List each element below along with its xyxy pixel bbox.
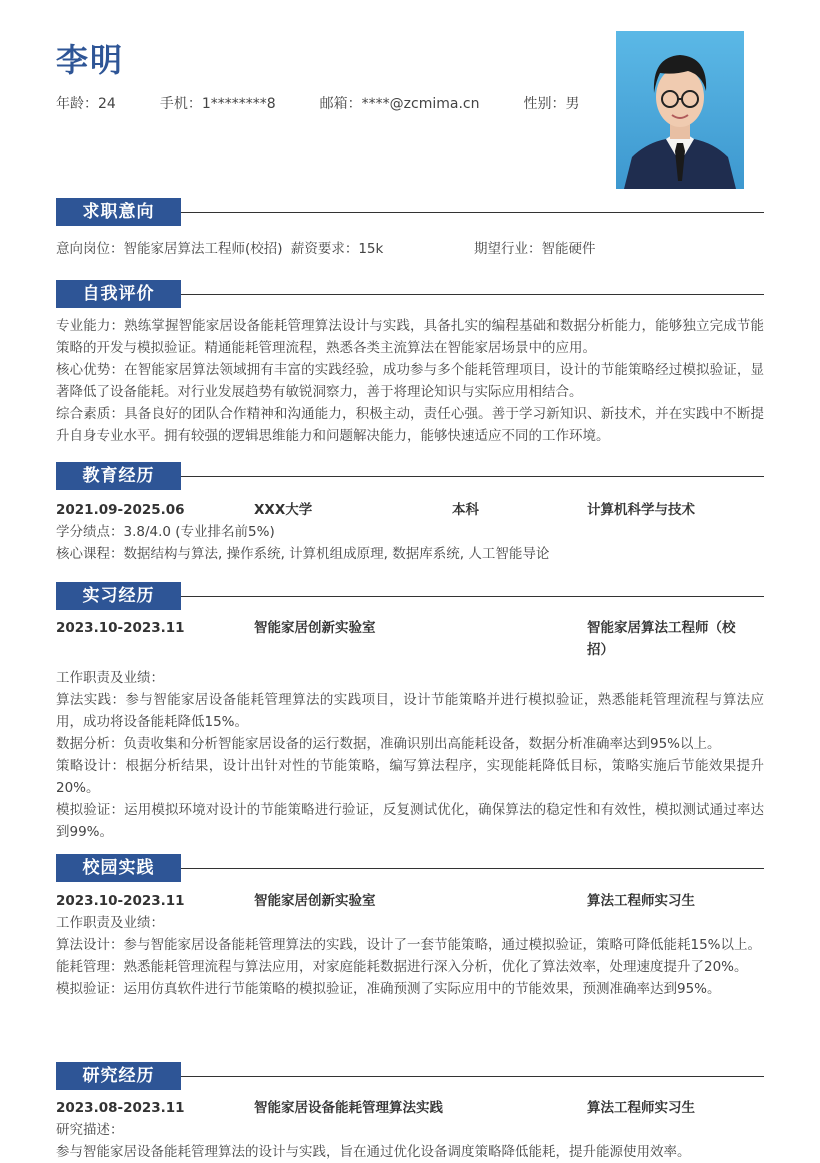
campus-label: 工作职责及业绩： <box>56 915 164 931</box>
campus-role: 算法工程师实习生 <box>587 893 695 909</box>
campus-paragraph: 模拟验证：运用仿真软件进行节能策略的模拟验证，准确预测了实际应用中的节能效果，预测准确率达到95%。 <box>56 981 721 997</box>
portrait-image <box>616 31 744 189</box>
age: 年龄：24 <box>56 96 116 112</box>
research-label: 研究描述： <box>56 1122 124 1138</box>
basic-info <box>56 94 623 114</box>
intern-label: 工作职责及业绩： <box>56 670 164 686</box>
intern-period: 2023.10-2023.11 <box>56 620 185 636</box>
intern-paragraph: 策略设计：根据分析结果，设计出针对性的节能策略，编写算法程序，实现能耗降低目标，策略实施后节能效果提升20%。 <box>56 758 764 796</box>
campus-paragraph: 能耗管理：熟悉能耗管理流程与算法应用，对家庭能耗数据进行深入分析，优化了算法效率，处理速度提升了20%。 <box>56 959 748 975</box>
section-research <box>56 1062 764 1163</box>
campus-row <box>56 890 764 912</box>
section-divider <box>181 294 764 295</box>
intent-salary: 薪资要求：15k <box>290 241 384 257</box>
section-title: 自我评价 <box>56 280 181 308</box>
edu-courses: 核心课程：数据结构与算法, 操作系统, 计算机组成原理, 数据库系统, 人工智能导论 <box>56 546 550 562</box>
campus-org: 智能家居创新实验室 <box>254 893 376 909</box>
edu-period: 2021.09-2025.06 <box>56 502 185 518</box>
edu-school: XXX大学 <box>254 502 313 518</box>
intern-paragraph: 模拟验证：运用模拟环境对设计的节能策略进行验证，反复测试优化，确保算法的稳定性和有效性，模拟测试通过率达到99%。 <box>56 802 764 840</box>
candidate-name: 李明 <box>56 41 125 79</box>
self-paragraph: 专业能力：熟练掌握智能家居设备能耗管理算法设计与实践，具备扎实的编程基础和数据分析能力，能够独立完成节能策略的开发与模拟验证。精通能耗管理流程，熟悉各类主流算法在智能家居场景中的应用。 <box>56 318 764 356</box>
section-title: 校园实践 <box>56 854 181 882</box>
intern-paragraph: 数据分析：负责收集和分析智能家居设备的运行数据，准确识别出高能耗设备，数据分析准确率达到95%以上。 <box>56 736 721 752</box>
intent-industry: 期望行业：智能硬件 <box>474 241 596 257</box>
edu-gpa: 学分绩点：3.8/4.0 (专业排名前5%) <box>56 524 275 540</box>
campus-paragraph: 算法设计：参与智能家居设备能耗管理算法的实践，设计了一套节能策略，通过模拟验证，策略可降低能耗15%以上。 <box>56 937 762 953</box>
section-divider <box>181 596 764 597</box>
gender: 性别：男 <box>523 96 580 112</box>
education-row <box>56 499 764 521</box>
section-title: 研究经历 <box>56 1062 181 1090</box>
section-internship <box>56 582 764 843</box>
section-campus <box>56 854 764 1000</box>
research-row <box>56 1097 764 1119</box>
phone: 手机：1********8 <box>159 96 276 112</box>
intern-role: 智能家居算法工程师（校招） <box>587 620 736 658</box>
profile-photo <box>616 31 744 189</box>
self-paragraph: 综合素质：具备良好的团队合作精神和沟通能力，积极主动，责任心强。善于学习新知识、新技术，并在实践中不断提升自身专业水平。拥有较强的逻辑思维能力和问题解决能力，能够快速适应不同的工作环境。 <box>56 406 764 444</box>
intent-position-salary <box>56 238 474 260</box>
edu-major: 计算机科学与技术 <box>587 502 695 518</box>
section-divider <box>181 476 764 477</box>
intent-position: 意向岗位：智能家居算法工程师(校招) <box>56 241 283 257</box>
research-description: 参与智能家居设备能耗管理算法的设计与实践，旨在通过优化设备调度策略降低能耗，提升能源使用效率。 <box>56 1144 691 1160</box>
section-intent <box>56 198 764 260</box>
research-project: 智能家居设备能耗管理算法实践 <box>254 1100 443 1116</box>
intern-paragraph: 算法实践：参与智能家居设备能耗管理算法的实践项目，设计节能策略并进行模拟验证，熟悉能耗管理流程与算法应用，成功将设备能耗降低15%。 <box>56 692 764 730</box>
section-divider <box>181 868 764 869</box>
intern-org: 智能家居创新实验室 <box>254 620 376 636</box>
section-education <box>56 462 764 565</box>
section-divider <box>181 1076 764 1077</box>
section-title: 教育经历 <box>56 462 181 490</box>
section-title: 求职意向 <box>56 198 181 226</box>
self-paragraph: 核心优势：在智能家居算法领域拥有丰富的实践经验，成功参与多个能耗管理项目，设计的节能策略经过模拟验证，显著降低了设备能耗。对行业发展趋势有敏锐洞察力，善于将理论知识与实际应用相结合。 <box>56 362 764 400</box>
section-self-evaluation <box>56 280 764 447</box>
section-title: 实习经历 <box>56 582 181 610</box>
email: 邮箱：****@zcmima.cn <box>319 96 480 112</box>
research-role: 算法工程师实习生 <box>587 1100 695 1116</box>
campus-period: 2023.10-2023.11 <box>56 893 185 909</box>
internship-row <box>56 617 764 661</box>
research-period: 2023.08-2023.11 <box>56 1100 185 1116</box>
section-divider <box>181 212 764 213</box>
edu-degree: 本科 <box>452 502 479 518</box>
